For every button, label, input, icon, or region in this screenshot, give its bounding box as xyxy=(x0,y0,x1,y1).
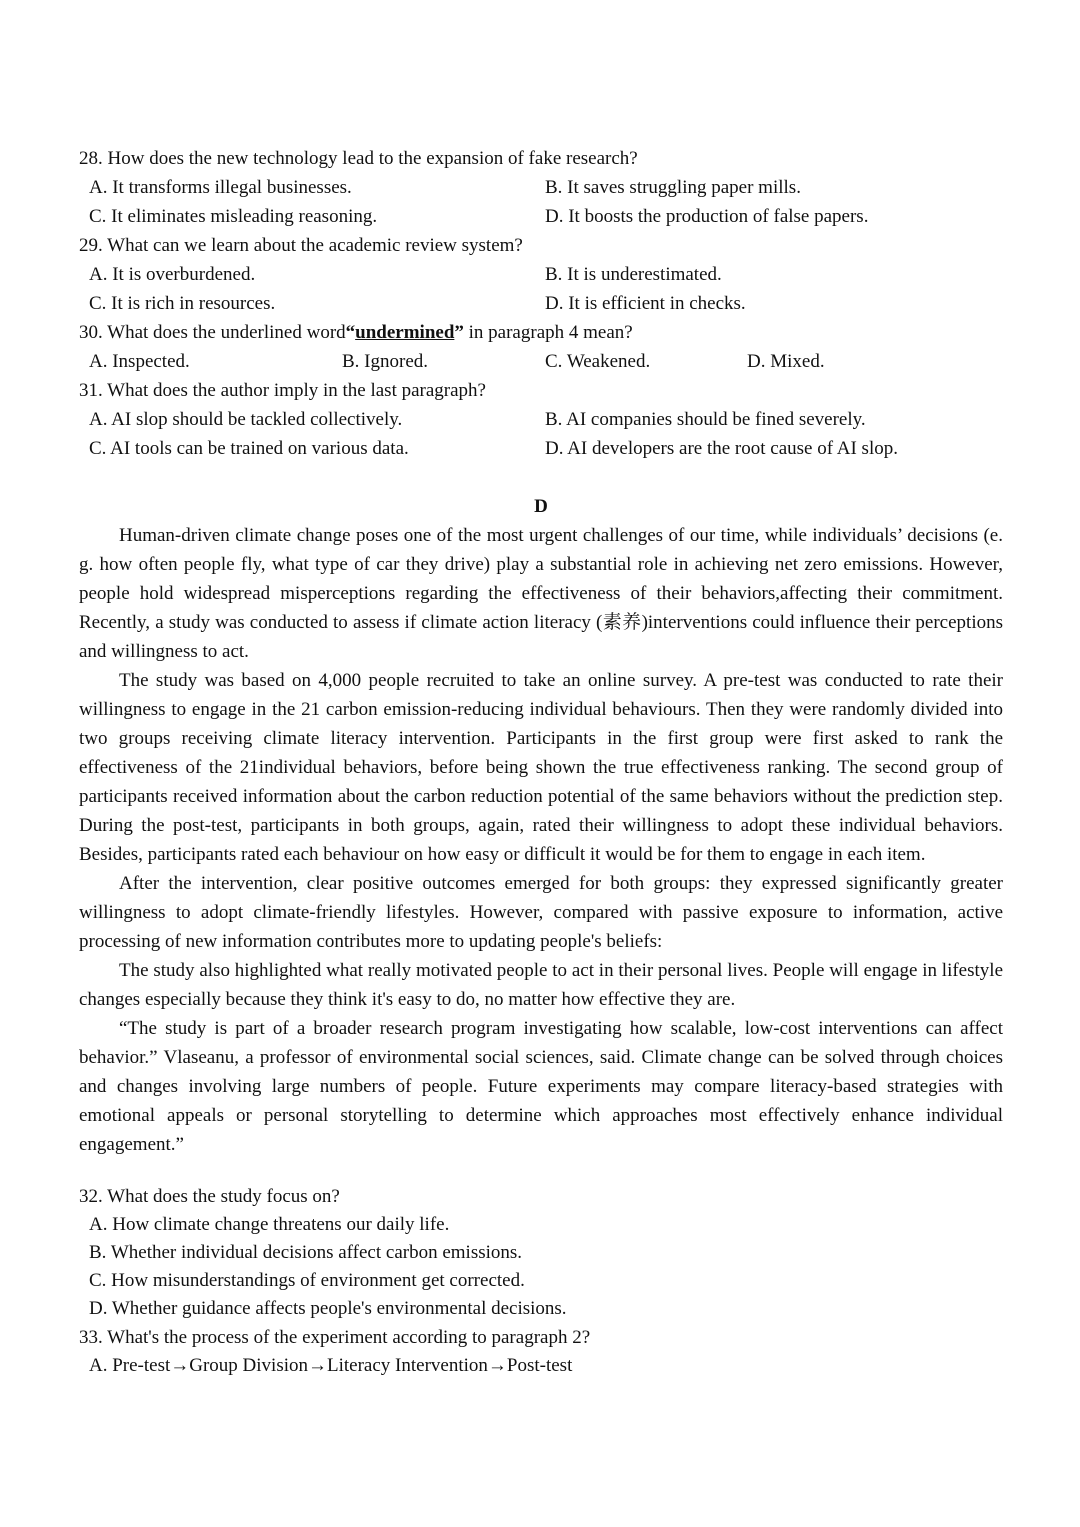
question-31-options-row-1 xyxy=(79,405,1003,434)
question-29-options-row-1 xyxy=(79,260,1003,289)
passage-paragraph-5: “The study is part of a broader research program investigating how scalable, low-cost interventions can affect behavior.” Vlaseanu, a professor of environmental social sciences, said. Climate change can be solved through choices and changes involving large numbers of people. Future experiments may compare literacy-based strategies with emotional appeals or personal storytelling to determine which approaches most effectively enhance individual engagement.” xyxy=(79,1018,1003,1155)
q30-open-quote: “ xyxy=(345,322,356,343)
q28-option-b: B. It saves struggling paper mills. xyxy=(545,177,801,198)
exam-page xyxy=(79,144,1003,1380)
q30-option-a: A. Inspected. xyxy=(89,351,190,372)
question-28-options-row-2 xyxy=(79,202,1003,231)
q29-option-b: B. It is underestimated. xyxy=(545,264,722,285)
question-31-stem: 31. What does the author imply in the last paragraph? xyxy=(79,380,486,401)
q31-option-d: D. AI developers are the root cause of AI slop. xyxy=(545,438,898,459)
passage-paragraph-1: Human-driven climate change poses one of the most urgent challenges of our time, while individuals’ decisions (e. g. how often people fly, what type of car they drive) play a substantial role in achieving net zero emissions. However, people hold widespread misperceptions regarding the effectiveness of their behaviors,affecting their commitment. Recently, a study was conducted to assess if climate action literacy (素养)interventions could influence their perceptions and willingness to act. xyxy=(79,525,1003,662)
q31-option-a: A. AI slop should be tackled collectively. xyxy=(89,409,403,430)
question-30-stem xyxy=(79,318,1003,347)
q32-option-a: A. How climate change threatens our daily life. xyxy=(89,1214,450,1235)
question-29-stem: 29. What can we learn about the academic review system? xyxy=(79,235,523,256)
q31-option-b: B. AI companies should be fined severely. xyxy=(545,409,866,430)
q30-option-d: D. Mixed. xyxy=(747,351,825,372)
spacer xyxy=(79,1159,1003,1182)
q30-close-quote: ” xyxy=(454,322,464,343)
q29-option-c: C. It is rich in resources. xyxy=(89,293,276,314)
question-28-options-row-1 xyxy=(79,173,1003,202)
q29-option-a: A. It is overburdened. xyxy=(89,264,256,285)
question-31-options-row-2 xyxy=(79,434,1003,463)
q31-option-c: C. AI tools can be trained on various data. xyxy=(89,438,409,459)
question-32-stem: 32. What does the study focus on? xyxy=(79,1186,340,1207)
section-title: D xyxy=(534,496,548,517)
question-29-options-row-2 xyxy=(79,289,1003,318)
q29-option-d: D. It is efficient in checks. xyxy=(545,293,746,314)
q32-option-d: D. Whether guidance affects people's environmental decisions. xyxy=(89,1298,567,1319)
q32-option-c: C. How misunderstandings of environment get corrected. xyxy=(89,1270,525,1291)
passage-paragraph-2: The study was based on 4,000 people recruited to take an online survey. A pre-test was conducted to rate their willingness to engage in the 21 carbon emission-reducing individual behaviours. Then they were randomly divided into two groups receiving climate literacy intervention. Participants in the first group were first asked to rank the effectiveness of the 21individual behaviors, before being shown the true effectiveness ranking. The second group of participants received information about the carbon reduction potential of the same behaviors without the prediction step. During the post-test, participants in both groups, again, rated their willingness to adopt these individual behaviors. Besides, participants rated each behaviour on how easy or difficult it would be for them to engage in each item. xyxy=(79,670,1003,865)
passage-paragraph-3: After the intervention, clear positive outcomes emerged for both groups: they expressed significantly greater willingness to adopt climate-friendly lifestyles. However, compared with passive exposure to information, active processing of new information contributes more to updating people's beliefs: xyxy=(79,873,1003,952)
question-33-stem: 33. What's the process of the experiment according to paragraph 2? xyxy=(79,1327,591,1348)
q28-option-d: D. It boosts the production of false papers. xyxy=(545,206,869,227)
q30-underlined-word: undermined xyxy=(355,322,455,343)
question-28-stem: 28. How does the new technology lead to the expansion of fake research? xyxy=(79,148,638,169)
question-30-options-row xyxy=(79,347,1003,376)
passage-paragraph-4: The study also highlighted what really motivated people to act in their personal lives. People will engage in lifestyle changes especially because they think it's easy to do, no matter how effective they are. xyxy=(79,960,1003,1010)
q30-stem-after: in paragraph 4 mean? xyxy=(463,322,633,343)
q30-option-b: B. Ignored. xyxy=(342,351,429,372)
q32-option-b: B. Whether individual decisions affect carbon emissions. xyxy=(89,1242,523,1263)
q28-option-c: C. It eliminates misleading reasoning. xyxy=(89,206,378,227)
q33-option-a: A. Pre-test→Group Division→Literacy Intervention→Post-test xyxy=(89,1355,573,1376)
q28-option-a: A. It transforms illegal businesses. xyxy=(89,177,352,198)
q30-option-c: C. Weakened. xyxy=(545,351,651,372)
q30-stem-before: 30. What does the underlined word xyxy=(79,322,346,343)
